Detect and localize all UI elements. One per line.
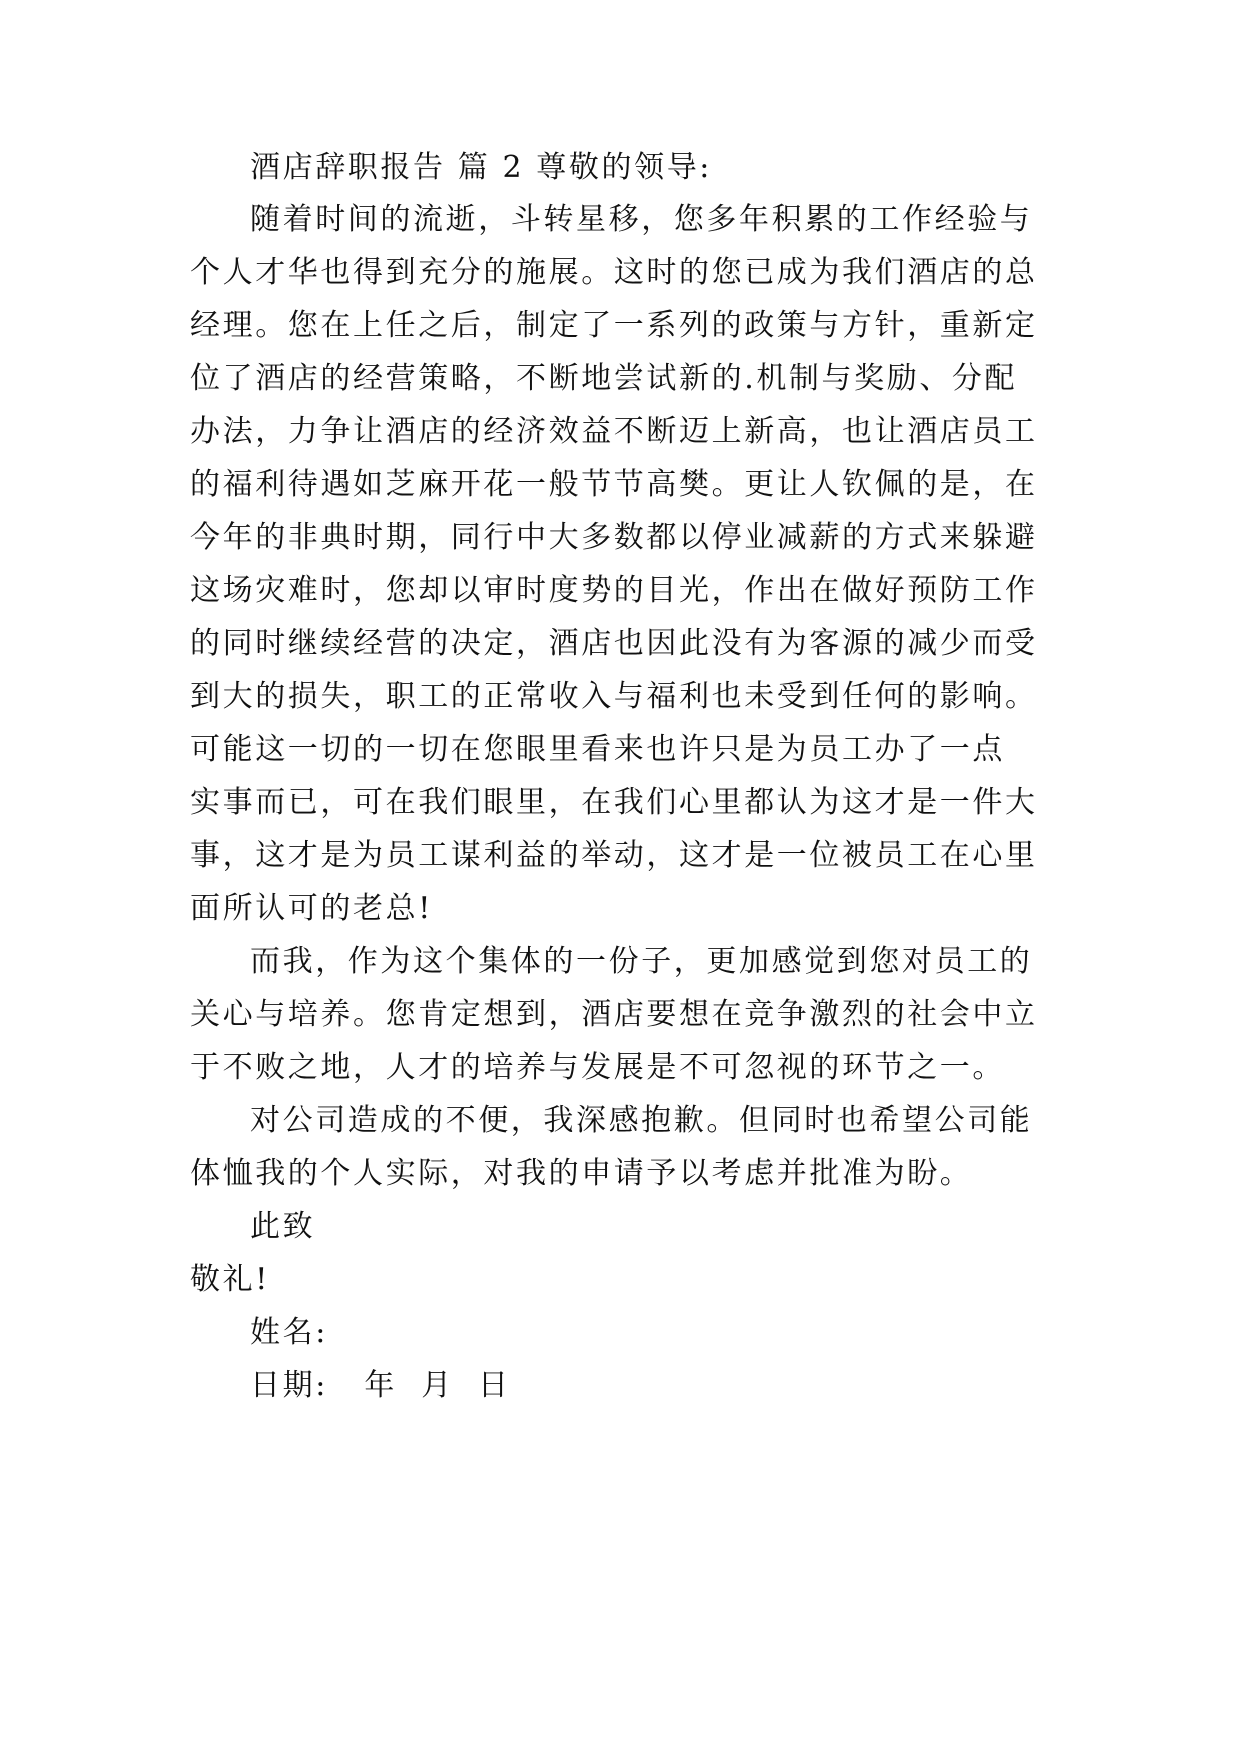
paragraph-line: 事，这才是为员工谋利益的举动，这才是一位被员工在心里: [190, 838, 1038, 873]
paragraph-line: 随着时间的流逝，斗转星移，您多年积累的工作经验与: [250, 202, 1033, 237]
paragraph-line: 的同时继续经营的决定，酒店也因此没有为客源的减少而受: [190, 626, 1038, 661]
closing-text: 此致: [250, 1209, 316, 1244]
paragraph-line: 今年的非典时期，同行中大多数都以停业减薪的方式来躲避: [190, 520, 1038, 555]
paragraph-line: 办法，力争让酒店的经济效益不断迈上新高，也让酒店员工: [190, 414, 1038, 449]
paragraph-line: 这场灾难时，您却以审时度势的目光，作出在做好预防工作: [190, 573, 1038, 608]
salutation-text: 敬礼!: [190, 1262, 270, 1297]
paragraph-line: 到大的损失，职工的正常收入与福利也未受到任何的影响。: [190, 679, 1038, 714]
date-label: 日期: 年 月 日: [250, 1368, 511, 1403]
paragraph-line: 可能这一切的一切在您眼里看来也许只是为员工办了一点: [190, 732, 1005, 767]
paragraph-line: 对公司造成的不便，我深感抱歉。但同时也希望公司能: [250, 1103, 1033, 1138]
paragraph-line: 于不败之地，人才的培养与发展是不可忽视的环节之一。: [190, 1050, 1005, 1085]
name-label: 姓名:: [250, 1315, 328, 1350]
paragraph-line: 个人才华也得到充分的施展。这时的您已成为我们酒店的总: [190, 255, 1038, 290]
paragraph-line: 关心与培养。您肯定想到，酒店要想在竞争激烈的社会中立: [190, 997, 1038, 1032]
paragraph-line: 经理。您在上任之后，制定了一系列的政策与方针，重新定: [190, 308, 1038, 343]
paragraph-line: 实事而已，可在我们眼里，在我们心里都认为这才是一件大: [190, 785, 1038, 820]
paragraph-line: 体恤我的个人实际，对我的申请予以考虑并批准为盼。: [190, 1156, 973, 1191]
paragraph-line: 的福利待遇如芝麻开花一般节节高樊。更让人钦佩的是，在: [190, 467, 1038, 502]
paragraph-line: 面所认可的老总!: [190, 891, 433, 926]
document-heading: 酒店辞职报告 篇 2 尊敬的领导:: [250, 150, 713, 185]
paragraph-line: 位了酒店的经营策略，不断地尝试新的.机制与奖励、分配: [190, 361, 1018, 396]
paragraph-line: 而我，作为这个集体的一份子，更加感觉到您对员工的: [250, 944, 1033, 979]
